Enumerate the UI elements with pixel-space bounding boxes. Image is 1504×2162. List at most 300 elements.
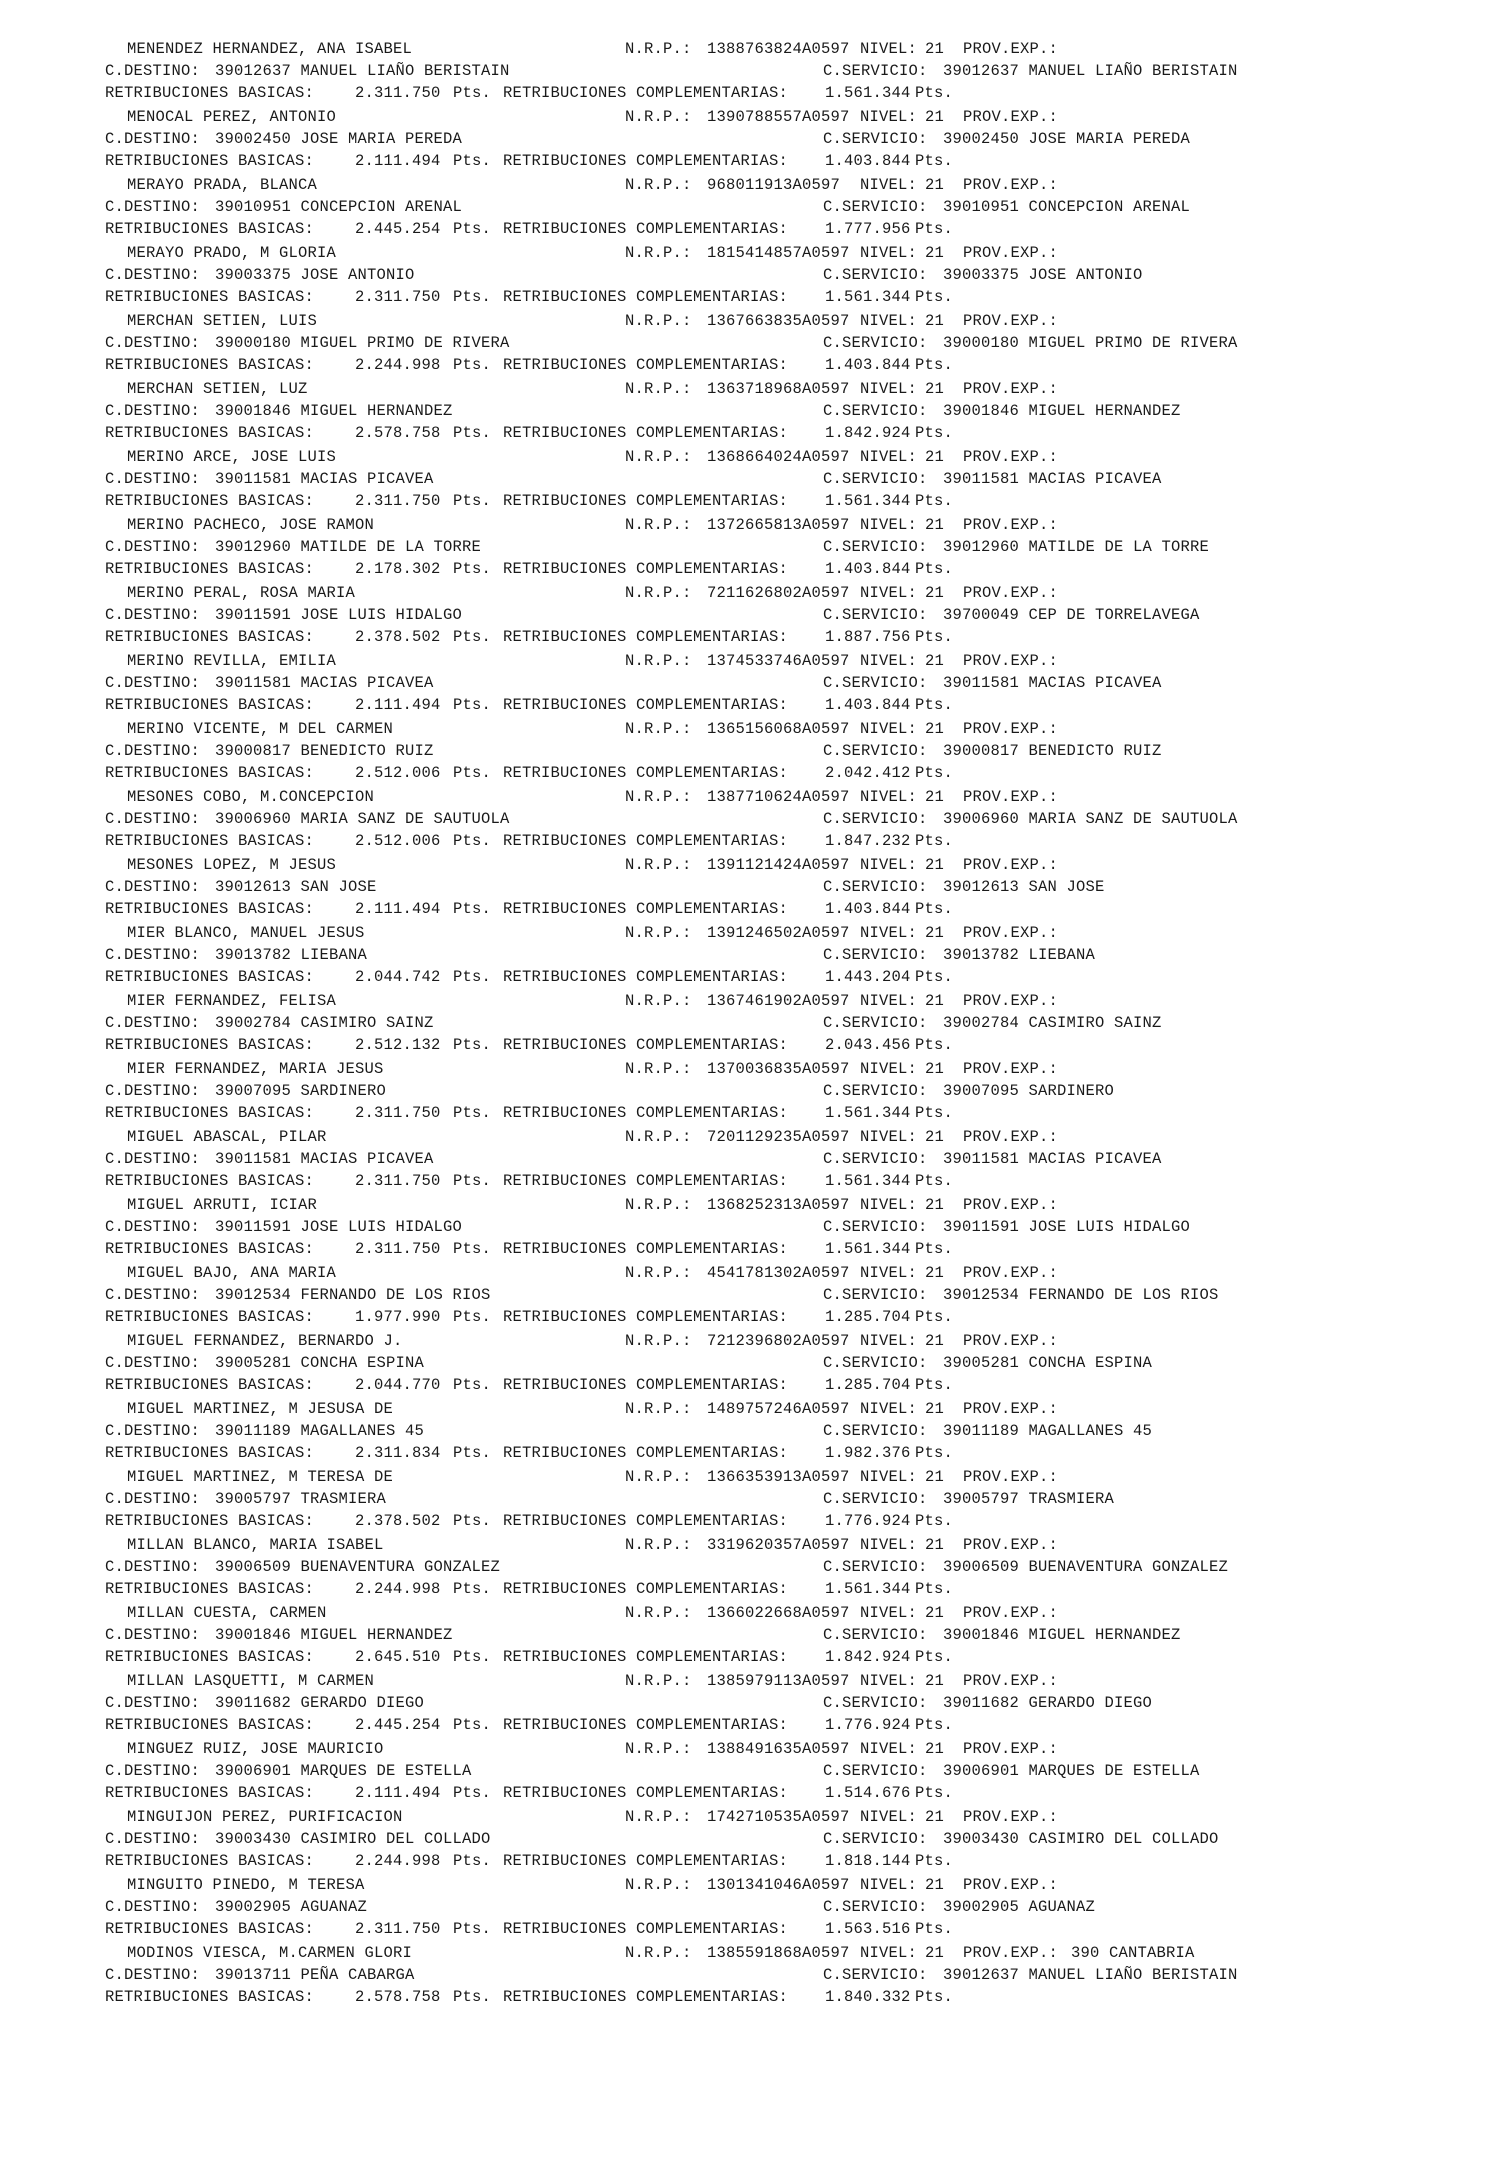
basicas-value: 2.512.006 <box>355 764 441 782</box>
basicas-label: RETRIBUCIONES BASICAS: <box>105 968 315 986</box>
basicas-value: 2.645.510 <box>355 1648 441 1666</box>
nrp-value: 1367663835A0597 <box>707 312 850 330</box>
prov-exp-label: PROV.EXP.: <box>963 1672 1059 1690</box>
prov-exp-label: PROV.EXP.: <box>963 992 1059 1010</box>
employee-name: MIGUEL ABASCAL, PILAR <box>127 1128 327 1146</box>
record-header-line <box>105 1262 1059 1284</box>
basicas-currency: Pts. <box>453 1920 492 1938</box>
destino-label: C.DESTINO: <box>105 1830 201 1848</box>
record-header-line <box>105 38 1059 60</box>
complementarias-label: RETRIBUCIONES COMPLEMENTARIAS: <box>503 1852 789 1870</box>
servicio-label: C.SERVICIO: <box>823 1218 928 1236</box>
employee-name: MIGUEL FERNANDEZ, BERNARDO J. <box>127 1332 403 1350</box>
nrp-value: 1366353913A0597 <box>707 1468 850 1486</box>
nivel-label: NIVEL: <box>860 40 918 58</box>
basicas-currency: Pts. <box>453 1852 492 1870</box>
prov-exp-label: PROV.EXP.: <box>963 380 1059 398</box>
employee-name: MERCHAN SETIEN, LUZ <box>127 380 308 398</box>
nivel-value: 21 <box>925 1196 945 1214</box>
complementarias-label: RETRIBUCIONES COMPLEMENTARIAS: <box>503 968 789 986</box>
destino-value: 39013711 PEÑA CABARGA <box>215 1966 415 1984</box>
complementarias-currency: Pts. <box>915 1240 954 1258</box>
complementarias-currency: Pts. <box>915 1512 954 1530</box>
servicio-value: 39003375 JOSE ANTONIO <box>943 266 1143 284</box>
nrp-value: 1368252313A0597 <box>707 1196 850 1214</box>
nrp-value: 1368664024A0597 <box>707 448 850 466</box>
servicio-label: C.SERVICIO: <box>823 1490 928 1508</box>
nrp-value: 1385979113A0597 <box>707 1672 850 1690</box>
nrp-value: 1391121424A0597 <box>707 856 850 874</box>
prov-exp-label: PROV.EXP.: <box>963 448 1059 466</box>
basicas-value: 2.311.750 <box>355 84 441 102</box>
nrp-label: N.R.P.: <box>625 992 692 1010</box>
nivel-label: NIVEL: <box>860 1672 918 1690</box>
basicas-currency: Pts. <box>453 1308 492 1326</box>
basicas-value: 2.244.998 <box>355 1852 441 1870</box>
nivel-label: NIVEL: <box>860 516 918 534</box>
destino-label: C.DESTINO: <box>105 266 201 284</box>
basicas-value: 2.311.750 <box>355 1920 441 1938</box>
nivel-label: NIVEL: <box>860 380 918 398</box>
basicas-currency: Pts. <box>453 1240 492 1258</box>
complementarias-value: 1.563.516 <box>825 1920 911 1938</box>
complementarias-value: 1.561.344 <box>825 1240 911 1258</box>
record-centers-line <box>105 876 1105 898</box>
complementarias-label: RETRIBUCIONES COMPLEMENTARIAS: <box>503 424 789 442</box>
record-centers-line <box>105 944 1096 966</box>
complementarias-value: 1.285.704 <box>825 1308 911 1326</box>
destino-label: C.DESTINO: <box>105 1150 201 1168</box>
basicas-label: RETRIBUCIONES BASICAS: <box>105 764 315 782</box>
employee-name: MERAYO PRADO, M GLORIA <box>127 244 337 262</box>
basicas-currency: Pts. <box>453 900 492 918</box>
record-salary-line <box>105 762 954 784</box>
destino-value: 39010951 CONCEPCION ARENAL <box>215 198 463 216</box>
complementarias-currency: Pts. <box>915 1716 954 1734</box>
complementarias-label: RETRIBUCIONES COMPLEMENTARIAS: <box>503 152 789 170</box>
nivel-label: NIVEL: <box>860 1604 918 1622</box>
destino-value: 39002450 JOSE MARIA PEREDA <box>215 130 463 148</box>
complementarias-value: 1.285.704 <box>825 1376 911 1394</box>
nivel-label: NIVEL: <box>860 1196 918 1214</box>
nrp-value: 1365156068A0597 <box>707 720 850 738</box>
complementarias-currency: Pts. <box>915 356 954 374</box>
record-centers-line <box>105 1624 1181 1646</box>
nrp-label: N.R.P.: <box>625 1400 692 1418</box>
servicio-label: C.SERVICIO: <box>823 62 928 80</box>
record-header-line <box>105 1942 1195 1964</box>
complementarias-label: RETRIBUCIONES COMPLEMENTARIAS: <box>503 84 789 102</box>
destino-label: C.DESTINO: <box>105 130 201 148</box>
basicas-label: RETRIBUCIONES BASICAS: <box>105 1852 315 1870</box>
destino-label: C.DESTINO: <box>105 1422 201 1440</box>
nrp-label: N.R.P.: <box>625 924 692 942</box>
destino-label: C.DESTINO: <box>105 1082 201 1100</box>
nrp-value: 7212396802A0597 <box>707 1332 850 1350</box>
destino-label: C.DESTINO: <box>105 1218 201 1236</box>
complementarias-label: RETRIBUCIONES COMPLEMENTARIAS: <box>503 1920 789 1938</box>
basicas-label: RETRIBUCIONES BASICAS: <box>105 1308 315 1326</box>
prov-exp-label: PROV.EXP.: <box>963 584 1059 602</box>
complementarias-value: 1.982.376 <box>825 1444 911 1462</box>
nivel-label: NIVEL: <box>860 448 918 466</box>
basicas-value: 2.311.834 <box>355 1444 441 1462</box>
basicas-value: 2.111.494 <box>355 152 441 170</box>
personnel-record <box>105 1670 1485 1738</box>
personnel-record <box>105 786 1485 854</box>
basicas-label: RETRIBUCIONES BASICAS: <box>105 1920 315 1938</box>
complementarias-currency: Pts. <box>915 560 954 578</box>
complementarias-currency: Pts. <box>915 900 954 918</box>
employee-name: MERAYO PRADA, BLANCA <box>127 176 318 194</box>
nrp-value: 1301341046A0597 <box>707 1876 850 1894</box>
nrp-label: N.R.P.: <box>625 1808 692 1826</box>
complementarias-currency: Pts. <box>915 220 954 238</box>
employee-name: MERCHAN SETIEN, LUIS <box>127 312 318 330</box>
record-centers-line <box>105 536 1210 558</box>
complementarias-currency: Pts. <box>915 1444 954 1462</box>
destino-value: 39003430 CASIMIRO DEL COLLADO <box>215 1830 491 1848</box>
basicas-label: RETRIBUCIONES BASICAS: <box>105 900 315 918</box>
servicio-label: C.SERVICIO: <box>823 1422 928 1440</box>
nivel-label: NIVEL: <box>860 1264 918 1282</box>
employee-name: MILLAN BLANCO, MARIA ISABEL <box>127 1536 384 1554</box>
record-header-line <box>105 922 1059 944</box>
destino-value: 39011581 MACIAS PICAVEA <box>215 674 434 692</box>
nrp-label: N.R.P.: <box>625 1332 692 1350</box>
servicio-value: 39006509 BUENAVENTURA GONZALEZ <box>943 1558 1229 1576</box>
destino-label: C.DESTINO: <box>105 1354 201 1372</box>
prov-exp-label: PROV.EXP.: <box>963 652 1059 670</box>
complementarias-currency: Pts. <box>915 1580 954 1598</box>
record-centers-line <box>105 60 1238 82</box>
complementarias-label: RETRIBUCIONES COMPLEMENTARIAS: <box>503 1648 789 1666</box>
basicas-label: RETRIBUCIONES BASICAS: <box>105 356 315 374</box>
complementarias-value: 1.403.844 <box>825 560 911 578</box>
destino-value: 39011591 JOSE LUIS HIDALGO <box>215 1218 463 1236</box>
record-header-line <box>105 514 1059 536</box>
complementarias-value: 1.777.956 <box>825 220 911 238</box>
record-salary-line <box>105 966 954 988</box>
destino-value: 39011591 JOSE LUIS HIDALGO <box>215 606 463 624</box>
servicio-value: 39012613 SAN JOSE <box>943 878 1105 896</box>
servicio-value: 39006960 MARIA SANZ DE SAUTUOLA <box>943 810 1238 828</box>
destino-value: 39012637 MANUEL LIAÑO BERISTAIN <box>215 62 510 80</box>
destino-label: C.DESTINO: <box>105 742 201 760</box>
record-centers-line <box>105 672 1162 694</box>
record-header-line <box>105 1670 1059 1692</box>
personnel-record <box>105 1942 1485 2010</box>
servicio-label: C.SERVICIO: <box>823 198 928 216</box>
servicio-label: C.SERVICIO: <box>823 1286 928 1304</box>
basicas-value: 2.244.998 <box>355 1580 441 1598</box>
basicas-currency: Pts. <box>453 84 492 102</box>
prov-exp-value: 390 CANTABRIA <box>1071 1944 1195 1962</box>
employee-name: MILLAN LASQUETTI, M CARMEN <box>127 1672 375 1690</box>
servicio-value: 39013782 LIEBANA <box>943 946 1096 964</box>
employee-name: MENOCAL PEREZ, ANTONIO <box>127 108 337 126</box>
record-centers-line <box>105 1420 1153 1442</box>
basicas-currency: Pts. <box>453 1376 492 1394</box>
basicas-value: 2.044.742 <box>355 968 441 986</box>
destino-value: 39011581 MACIAS PICAVEA <box>215 1150 434 1168</box>
destino-label: C.DESTINO: <box>105 1558 201 1576</box>
record-salary-line <box>105 1646 954 1668</box>
destino-label: C.DESTINO: <box>105 1014 201 1032</box>
nivel-value: 21 <box>925 584 945 602</box>
nrp-label: N.R.P.: <box>625 1672 692 1690</box>
record-salary-line <box>105 1374 954 1396</box>
prov-exp-label: PROV.EXP.: <box>963 244 1059 262</box>
complementarias-label: RETRIBUCIONES COMPLEMENTARIAS: <box>503 1172 789 1190</box>
prov-exp-label: PROV.EXP.: <box>963 856 1059 874</box>
nivel-label: NIVEL: <box>860 1060 918 1078</box>
prov-exp-label: PROV.EXP.: <box>963 1128 1059 1146</box>
servicio-value: 39006901 MARQUES DE ESTELLA <box>943 1762 1200 1780</box>
nivel-value: 21 <box>925 1128 945 1146</box>
nivel-value: 21 <box>925 1944 945 1962</box>
complementarias-label: RETRIBUCIONES COMPLEMENTARIAS: <box>503 560 789 578</box>
destino-value: 39013782 LIEBANA <box>215 946 368 964</box>
record-salary-line <box>105 898 954 920</box>
basicas-currency: Pts. <box>453 356 492 374</box>
complementarias-value: 1.443.204 <box>825 968 911 986</box>
complementarias-label: RETRIBUCIONES COMPLEMENTARIAS: <box>503 288 789 306</box>
personnel-record <box>105 242 1485 310</box>
record-centers-line <box>105 1284 1219 1306</box>
record-salary-line <box>105 354 954 376</box>
nrp-label: N.R.P.: <box>625 1060 692 1078</box>
destino-label: C.DESTINO: <box>105 1966 201 1984</box>
nivel-label: NIVEL: <box>860 788 918 806</box>
basicas-label: RETRIBUCIONES BASICAS: <box>105 696 315 714</box>
basicas-value: 2.044.770 <box>355 1376 441 1394</box>
prov-exp-label: PROV.EXP.: <box>963 108 1059 126</box>
record-header-line <box>105 786 1059 808</box>
record-header-line <box>105 1466 1059 1488</box>
nivel-value: 21 <box>925 380 945 398</box>
basicas-currency: Pts. <box>453 1648 492 1666</box>
prov-exp-label: PROV.EXP.: <box>963 924 1059 942</box>
nivel-label: NIVEL: <box>860 244 918 262</box>
nrp-value: 1742710535A0597 <box>707 1808 850 1826</box>
record-header-line <box>105 106 1059 128</box>
nivel-value: 21 <box>925 40 945 58</box>
complementarias-value: 1.561.344 <box>825 288 911 306</box>
complementarias-currency: Pts. <box>915 84 954 102</box>
complementarias-label: RETRIBUCIONES COMPLEMENTARIAS: <box>503 1376 789 1394</box>
servicio-label: C.SERVICIO: <box>823 606 928 624</box>
servicio-value: 39005797 TRASMIERA <box>943 1490 1115 1508</box>
employee-name: MENENDEZ HERNANDEZ, ANA ISABEL <box>127 40 413 58</box>
record-header-line <box>105 174 1059 196</box>
servicio-label: C.SERVICIO: <box>823 742 928 760</box>
destino-value: 39001846 MIGUEL HERNANDEZ <box>215 1626 453 1644</box>
nivel-label: NIVEL: <box>860 924 918 942</box>
basicas-label: RETRIBUCIONES BASICAS: <box>105 84 315 102</box>
servicio-value: 39001846 MIGUEL HERNANDEZ <box>943 1626 1181 1644</box>
destino-label: C.DESTINO: <box>105 1626 201 1644</box>
nrp-label: N.R.P.: <box>625 584 692 602</box>
personnel-record <box>105 1602 1485 1670</box>
personnel-record <box>105 990 1485 1058</box>
destino-value: 39005797 TRASMIERA <box>215 1490 387 1508</box>
basicas-label: RETRIBUCIONES BASICAS: <box>105 288 315 306</box>
personnel-record <box>105 1466 1485 1534</box>
nivel-label: NIVEL: <box>860 1944 918 1962</box>
destino-value: 39003375 JOSE ANTONIO <box>215 266 415 284</box>
servicio-value: 39003430 CASIMIRO DEL COLLADO <box>943 1830 1219 1848</box>
servicio-value: 39012637 MANUEL LIAÑO BERISTAIN <box>943 62 1238 80</box>
basicas-label: RETRIBUCIONES BASICAS: <box>105 1648 315 1666</box>
employee-name: MESONES LOPEZ, M JESUS <box>127 856 337 874</box>
nivel-label: NIVEL: <box>860 1332 918 1350</box>
record-salary-line <box>105 830 954 852</box>
basicas-label: RETRIBUCIONES BASICAS: <box>105 1716 315 1734</box>
nrp-value: 1815414857A0597 <box>707 244 850 262</box>
employee-name: MERINO PERAL, ROSA MARIA <box>127 584 356 602</box>
complementarias-currency: Pts. <box>915 424 954 442</box>
basicas-currency: Pts. <box>453 1512 492 1530</box>
destino-label: C.DESTINO: <box>105 62 201 80</box>
record-centers-line <box>105 740 1162 762</box>
basicas-currency: Pts. <box>453 288 492 306</box>
complementarias-currency: Pts. <box>915 492 954 510</box>
servicio-label: C.SERVICIO: <box>823 130 928 148</box>
complementarias-label: RETRIBUCIONES COMPLEMENTARIAS: <box>503 832 789 850</box>
nivel-value: 21 <box>925 1740 945 1758</box>
nrp-label: N.R.P.: <box>625 1264 692 1282</box>
servicio-label: C.SERVICIO: <box>823 1762 928 1780</box>
personnel-record <box>105 38 1485 106</box>
complementarias-currency: Pts. <box>915 968 954 986</box>
servicio-label: C.SERVICIO: <box>823 1694 928 1712</box>
destino-label: C.DESTINO: <box>105 606 201 624</box>
complementarias-value: 1.840.332 <box>825 1988 911 2006</box>
servicio-value: 39000180 MIGUEL PRIMO DE RIVERA <box>943 334 1238 352</box>
nrp-value: 1385591868A0597 <box>707 1944 850 1962</box>
record-centers-line <box>105 332 1238 354</box>
nrp-value: 4541781302A0597 <box>707 1264 850 1282</box>
destino-label: C.DESTINO: <box>105 334 201 352</box>
record-salary-line <box>105 1238 954 1260</box>
complementarias-label: RETRIBUCIONES COMPLEMENTARIAS: <box>503 356 789 374</box>
basicas-currency: Pts. <box>453 696 492 714</box>
complementarias-value: 1.403.844 <box>825 900 911 918</box>
record-centers-line <box>105 1896 1096 1918</box>
nivel-value: 21 <box>925 1468 945 1486</box>
basicas-value: 2.311.750 <box>355 1240 441 1258</box>
servicio-label: C.SERVICIO: <box>823 1966 928 1984</box>
prov-exp-label: PROV.EXP.: <box>963 1536 1059 1554</box>
personnel-record <box>105 514 1485 582</box>
destino-label: C.DESTINO: <box>105 1898 201 1916</box>
record-salary-line <box>105 1714 954 1736</box>
nivel-label: NIVEL: <box>860 1468 918 1486</box>
nrp-label: N.R.P.: <box>625 1876 692 1894</box>
complementarias-label: RETRIBUCIONES COMPLEMENTARIAS: <box>503 1580 789 1598</box>
personnel-record <box>105 1874 1485 1942</box>
basicas-currency: Pts. <box>453 1580 492 1598</box>
basicas-value: 2.311.750 <box>355 1104 441 1122</box>
complementarias-value: 1.403.844 <box>825 696 911 714</box>
nivel-value: 21 <box>925 516 945 534</box>
servicio-label: C.SERVICIO: <box>823 1558 928 1576</box>
record-centers-line <box>105 1148 1162 1170</box>
complementarias-value: 1.818.144 <box>825 1852 911 1870</box>
nivel-label: NIVEL: <box>860 1400 918 1418</box>
destino-value: 39011581 MACIAS PICAVEA <box>215 470 434 488</box>
servicio-value: 39007095 SARDINERO <box>943 1082 1115 1100</box>
destino-label: C.DESTINO: <box>105 1694 201 1712</box>
prov-exp-label: PROV.EXP.: <box>963 516 1059 534</box>
prov-exp-label: PROV.EXP.: <box>963 1944 1059 1962</box>
record-header-line <box>105 582 1059 604</box>
basicas-value: 1.977.990 <box>355 1308 441 1326</box>
record-salary-line <box>105 1850 954 1872</box>
record-header-line <box>105 1806 1059 1828</box>
record-centers-line <box>105 1216 1191 1238</box>
record-header-line <box>105 1058 1059 1080</box>
prov-exp-label: PROV.EXP.: <box>963 176 1059 194</box>
complementarias-label: RETRIBUCIONES COMPLEMENTARIAS: <box>503 1988 789 2006</box>
servicio-label: C.SERVICIO: <box>823 334 928 352</box>
destino-value: 39002784 CASIMIRO SAINZ <box>215 1014 434 1032</box>
record-centers-line <box>105 128 1191 150</box>
basicas-currency: Pts. <box>453 1988 492 2006</box>
nivel-label: NIVEL: <box>860 1536 918 1554</box>
record-header-line <box>105 1874 1059 1896</box>
nrp-label: N.R.P.: <box>625 720 692 738</box>
nivel-value: 21 <box>925 720 945 738</box>
basicas-currency: Pts. <box>453 764 492 782</box>
nrp-value: 1366022668A0597 <box>707 1604 850 1622</box>
basicas-currency: Pts. <box>453 424 492 442</box>
servicio-label: C.SERVICIO: <box>823 878 928 896</box>
servicio-value: 39002450 JOSE MARIA PEREDA <box>943 130 1191 148</box>
nrp-label: N.R.P.: <box>625 788 692 806</box>
complementarias-value: 1.887.756 <box>825 628 911 646</box>
complementarias-label: RETRIBUCIONES COMPLEMENTARIAS: <box>503 1308 789 1326</box>
complementarias-currency: Pts. <box>915 764 954 782</box>
servicio-value: 39011581 MACIAS PICAVEA <box>943 1150 1162 1168</box>
record-header-line <box>105 854 1059 876</box>
servicio-label: C.SERVICIO: <box>823 1082 928 1100</box>
complementarias-label: RETRIBUCIONES COMPLEMENTARIAS: <box>503 1036 789 1054</box>
complementarias-value: 1.403.844 <box>825 356 911 374</box>
employee-name: MIGUEL BAJO, ANA MARIA <box>127 1264 337 1282</box>
record-salary-line <box>105 1442 954 1464</box>
record-centers-line <box>105 1828 1219 1850</box>
destino-value: 39000180 MIGUEL PRIMO DE RIVERA <box>215 334 510 352</box>
record-salary-line <box>105 150 954 172</box>
record-header-line <box>105 718 1059 740</box>
nivel-label: NIVEL: <box>860 1740 918 1758</box>
basicas-label: RETRIBUCIONES BASICAS: <box>105 1172 315 1190</box>
complementarias-label: RETRIBUCIONES COMPLEMENTARIAS: <box>503 1104 789 1122</box>
nrp-label: N.R.P.: <box>625 312 692 330</box>
prov-exp-label: PROV.EXP.: <box>963 1196 1059 1214</box>
destino-label: C.DESTINO: <box>105 1490 201 1508</box>
destino-value: 39011189 MAGALLANES 45 <box>215 1422 425 1440</box>
employee-name: MERINO REVILLA, EMILIA <box>127 652 337 670</box>
nrp-value: 7211626802A0597 <box>707 584 850 602</box>
employee-name: MERINO ARCE, JOSE LUIS <box>127 448 337 466</box>
basicas-currency: Pts. <box>453 1104 492 1122</box>
nrp-label: N.R.P.: <box>625 1604 692 1622</box>
record-header-line <box>105 378 1059 400</box>
nrp-label: N.R.P.: <box>625 1536 692 1554</box>
